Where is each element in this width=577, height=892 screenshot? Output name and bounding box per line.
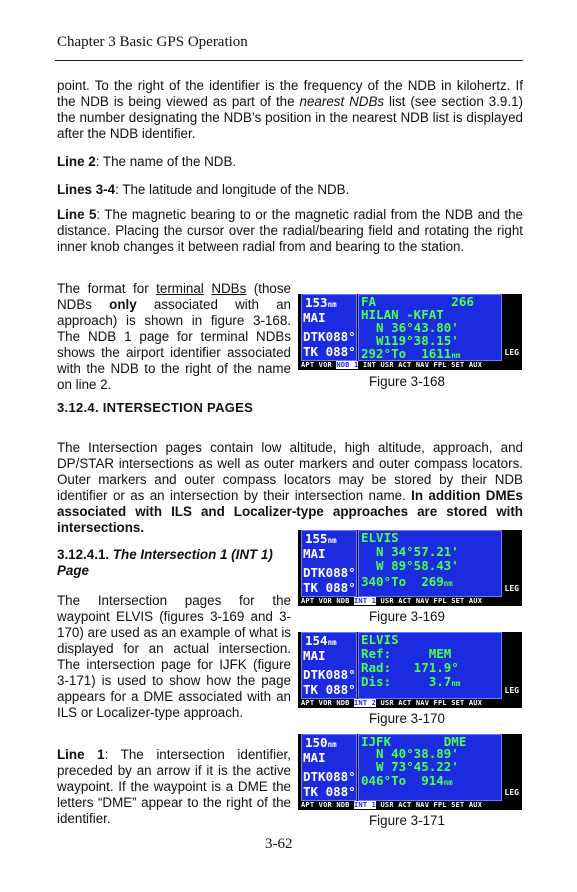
tab-vor: VOR xyxy=(318,597,332,605)
nearest-ndbs-term: nearest NDBs xyxy=(299,94,385,109)
tab-fpl: FPL xyxy=(433,801,447,809)
tab-nav: NAV xyxy=(415,361,430,369)
line2-label: Line 2 xyxy=(57,154,96,169)
longitude: W 89°58.43' xyxy=(361,558,459,573)
tab-apt: APT xyxy=(301,699,315,707)
figure-caption: Figure 3-171 xyxy=(369,813,445,828)
tab-aux: AUX xyxy=(468,699,483,707)
tab-usr: USR xyxy=(380,699,394,707)
right-field-box xyxy=(358,632,502,699)
distance-unit: nm xyxy=(327,536,337,545)
distance-value: 155 xyxy=(305,531,328,546)
line2-paragraph xyxy=(57,154,523,170)
bearing-distance: 046°To 914 xyxy=(361,773,444,788)
gps-screen-fig-171 xyxy=(298,734,522,810)
tk-value: TK 088° xyxy=(303,682,356,697)
lines34-text: : The latitude and longitude of the NDB. xyxy=(115,182,350,197)
tab-nav: NAV xyxy=(415,699,430,707)
intersection-text: The Intersection pages contain low altitude, high altitude, approach, and DP/STAR intersections as well as outer markers and outer compass locators. Outer markers and outer compass locators may be stored by their NDB identifier or as an intersection by their intersection name. xyxy=(57,440,523,503)
tab-aux: AUX xyxy=(468,801,483,809)
distance-value: 154 xyxy=(305,633,328,648)
dtk-value: DTK088° xyxy=(303,667,356,682)
distance: Dis: 3.7 xyxy=(361,674,452,689)
intersection-bold-text: In addition DMEs associated with ILS and Localizer-type approaches are stored with intersections. xyxy=(57,488,524,535)
header-rule xyxy=(55,60,523,61)
tab-act: ACT xyxy=(398,699,412,707)
leg-indicator: LEG xyxy=(504,584,519,593)
chapter-header: Chapter 3 Basic GPS Operation xyxy=(57,34,248,50)
line1-text: : The intersection identifier, preceded by an arrow if it is the active waypoint. If the waypoint is a DME the letters “DME” appear to the right of the identifier. xyxy=(57,747,291,826)
figure-caption: Figure 3-169 xyxy=(369,609,445,624)
tab-usr: USR xyxy=(380,801,394,809)
mode-label: MAI xyxy=(303,750,326,765)
intro-paragraph xyxy=(57,78,523,142)
intersection-ident: IJFK DME xyxy=(361,734,467,749)
gps-screen-fig-169 xyxy=(298,530,522,606)
subsection-number: 3.12.4.1. xyxy=(57,547,113,562)
page-tabs xyxy=(301,596,522,606)
figure-caption: Figure 3-170 xyxy=(369,711,445,726)
longitude: W 73°45.22' xyxy=(361,759,459,774)
page-number: 3-62 xyxy=(265,836,293,852)
tk-value: TK 088° xyxy=(303,580,356,595)
tab-usr: USR xyxy=(380,597,394,605)
tab-apt: APT xyxy=(301,597,315,605)
tab-ndb: NDB xyxy=(336,699,350,707)
lines34-label: Lines 3-4 xyxy=(57,182,116,197)
subsection-heading xyxy=(57,547,291,579)
leg-indicator: LEG xyxy=(504,788,519,797)
tab-ndb: NDB xyxy=(336,597,350,605)
intro-line: list (see section xyxy=(384,94,484,109)
distance-unit: nm xyxy=(451,679,461,688)
tab-set: SET xyxy=(451,361,465,369)
mode-label: MAI xyxy=(303,648,326,663)
left-field-box xyxy=(301,734,357,801)
reference-vor: Ref: MEM xyxy=(361,646,452,661)
left-field-box xyxy=(301,294,357,361)
tab-int: INT xyxy=(362,361,377,369)
page-tabs xyxy=(301,698,522,708)
gps-screen-fig-170 xyxy=(298,632,522,708)
tab-aux: AUX xyxy=(468,361,483,369)
distance-unit: nm xyxy=(451,351,461,360)
left-field-box xyxy=(301,530,357,597)
intro-line: is displayed after the NDB identifier. xyxy=(57,110,523,141)
dtk-value: DTK088° xyxy=(303,329,356,344)
bearing-distance: 340°To 269 xyxy=(361,574,444,589)
right-field-box xyxy=(358,530,502,597)
tab-set: SET xyxy=(451,699,465,707)
latitude: N 36°43.80' xyxy=(361,320,459,335)
line1-label: Line 1 xyxy=(57,747,105,762)
terminal-underlined: terminal xyxy=(156,281,204,296)
right-field-box xyxy=(358,734,502,801)
dtk-value: DTK088° xyxy=(303,769,356,784)
tab-vor: VOR xyxy=(318,801,332,809)
int-paragraph: The Intersection pages for the waypoint ELVIS (figures 3-169 and 3-170) are used as an example of what is displayed for an actual intersection. The intersection page for IJFK (figure 3-171) is used to show how the page appears for a DME associated with an ILS or Localizer-type approach. xyxy=(57,593,291,720)
bearing-distance: 292°To 1611 xyxy=(361,346,452,361)
longitude: W119°38.15' xyxy=(361,333,459,348)
distance-unit: nm xyxy=(327,740,337,749)
distance-unit: nm xyxy=(327,300,337,309)
ndbs-underlined: NDBs xyxy=(211,281,247,296)
distance-value: 150 xyxy=(305,735,328,750)
tab-nav: NAV xyxy=(415,597,430,605)
tab-apt: APT xyxy=(301,801,315,809)
leg-indicator: LEG xyxy=(504,348,519,357)
tab-vor: VOR xyxy=(318,361,332,369)
ndb-name: HILAN -KFAT xyxy=(361,307,444,322)
tab-apt: APT xyxy=(301,361,315,369)
subsection-title: The Intersection 1 (INT 1) Page xyxy=(57,547,273,578)
dtk-value: DTK088° xyxy=(303,565,356,580)
tab-set: SET xyxy=(451,801,465,809)
section-heading: 3.12.4. INTERSECTION PAGES xyxy=(57,400,254,415)
radial: Rad: 171.9° xyxy=(361,660,459,675)
tab-fpl: FPL xyxy=(433,361,447,369)
tab-ndb: NDB xyxy=(336,801,350,809)
line1-paragraph xyxy=(57,747,291,827)
terminal-text: (those NDBs xyxy=(57,281,291,312)
intro-line: If the NDB is being viewed as part of the xyxy=(57,78,523,109)
left-field-box xyxy=(301,632,357,699)
tab-int-active: INT 1 xyxy=(354,801,377,809)
tab-int-active: INT 1 xyxy=(354,597,377,605)
line5-text: : The magnetic bearing to or the magnetic radial from the NDB and the distance. Placing the cursor over the radial/bearing field and rotating the right inner knob changes it between radial from and bearing to the station. xyxy=(57,207,523,254)
mode-label: MAI xyxy=(303,310,326,325)
tk-value: TK 088° xyxy=(303,784,356,799)
tab-usr: USR xyxy=(380,361,394,369)
tab-int-active: INT 2 xyxy=(354,699,377,707)
line5-paragraph xyxy=(57,207,523,255)
intro-line: 3.9.1) the number designating the NDB’s position in the nearest NDB list xyxy=(57,94,523,125)
intersection-ident: ELVIS xyxy=(361,530,399,545)
tab-fpl: FPL xyxy=(433,699,447,707)
latitude: N 40°38.89' xyxy=(361,746,459,761)
intersection-ident: ELVIS xyxy=(361,632,399,647)
line5-label: Line 5 xyxy=(57,207,97,222)
intro-line: point. To the right of the identifier is the frequency of the NDB in kilohertz. xyxy=(57,78,511,93)
tab-vor: VOR xyxy=(318,699,332,707)
distance-unit: nm xyxy=(443,778,453,787)
tab-act: ACT xyxy=(398,361,412,369)
latitude: N 34°57.21' xyxy=(361,544,459,559)
terminal-text: associated with an approach) is shown in figure 3-168. The NDB 1 page for terminal NDBs shows the airport identifier associated with the NDB to the right of the name on line 2. xyxy=(57,297,291,392)
leg-indicator: LEG xyxy=(504,686,519,695)
tab-aux: AUX xyxy=(468,597,483,605)
ndb-ident-freq: FA 266 xyxy=(361,294,474,309)
mode-label: MAI xyxy=(303,546,326,561)
tab-nav: NAV xyxy=(415,801,430,809)
page-tabs xyxy=(301,360,522,370)
gps-screen-fig-168 xyxy=(298,294,522,370)
terminal-text: The format for xyxy=(57,281,157,296)
line2-text: : The name of the NDB. xyxy=(95,154,237,169)
figure-caption: Figure 3-168 xyxy=(369,374,445,389)
page-tabs xyxy=(301,800,522,810)
tab-fpl: FPL xyxy=(433,597,447,605)
tab-act: ACT xyxy=(398,801,412,809)
intersection-paragraph xyxy=(57,440,523,536)
tab-ndb-active: NDB 1 xyxy=(336,361,359,369)
tab-set: SET xyxy=(451,597,465,605)
right-field-box xyxy=(358,294,502,361)
only-bold: only xyxy=(109,297,137,312)
tab-act: ACT xyxy=(398,597,412,605)
lines34-paragraph xyxy=(57,182,523,198)
distance-unit: nm xyxy=(327,638,337,647)
tk-value: TK 088° xyxy=(303,344,356,359)
terminal-paragraph xyxy=(57,281,291,393)
distance-unit: nm xyxy=(443,579,453,588)
distance-value: 153 xyxy=(305,295,328,310)
